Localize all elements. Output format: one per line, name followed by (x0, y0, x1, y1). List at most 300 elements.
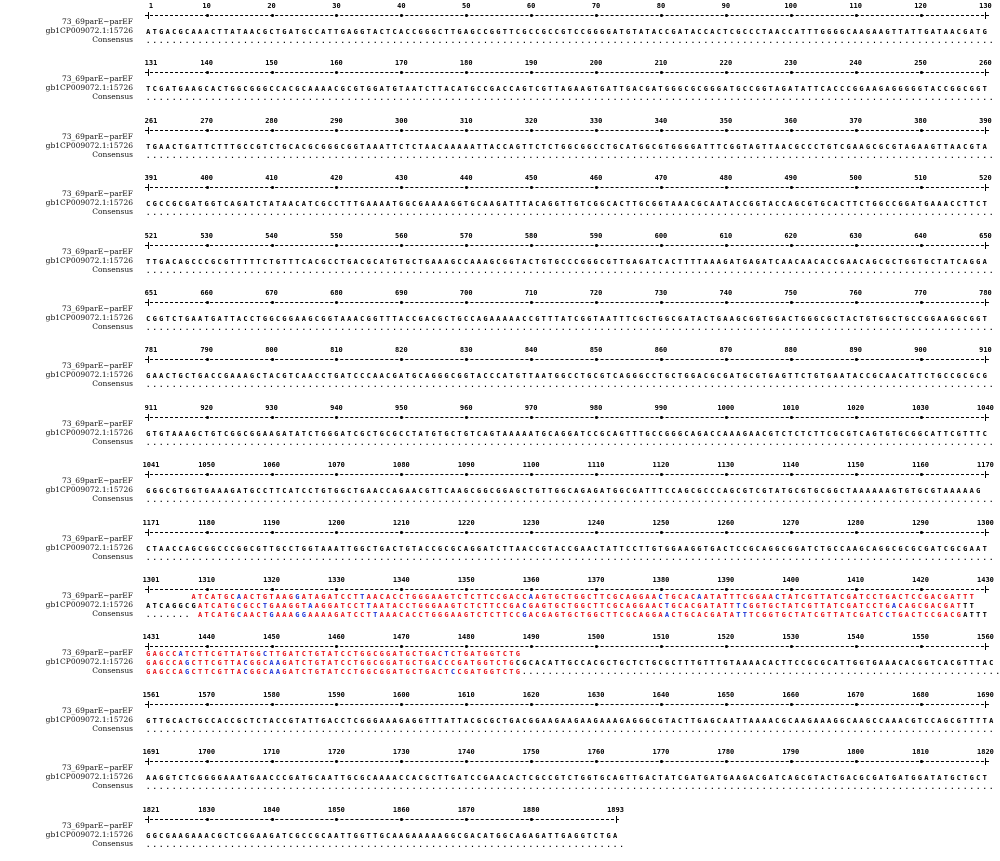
ruler-number: 1480 (457, 633, 475, 642)
consensus-row: . . . . . . . . . . . . . . . . . . . . . . . . . . . . . . . . . . . . . . . . . . . . . . . . . . . . . . . . . . . . . . . . . . . . . . . . . . . . . . . . . . . . . . . . . . . . . . . . . . . . . . . . . . . . . . . . . . . . . . . . . . . . . . . . . . . (146, 496, 994, 505)
ruler-tick (465, 71, 468, 74)
ruler-tick (400, 531, 403, 534)
ruler-tick (335, 301, 338, 304)
sequence-name[interactable]: gb1CP009072.1:15726 (45, 772, 133, 782)
ruler-number: 310 (459, 116, 473, 125)
ruler-tick (465, 703, 468, 706)
ruler-tick (335, 473, 338, 476)
ruler-tick (595, 244, 598, 247)
sequence-name[interactable]: gb1CP009072.1:15726 (45, 485, 133, 495)
ruler-tick (595, 588, 598, 591)
sequence-name[interactable]: 73_69parE~parEF (62, 418, 133, 428)
ruler-tick (148, 471, 149, 478)
sequence-name[interactable]: 73_69parE~parEF (62, 189, 133, 199)
sequence-name[interactable]: 73_69parE~parEF (62, 763, 133, 773)
ruler-tick (985, 12, 986, 19)
ruler-tick (985, 299, 986, 306)
ruler-number: 660 (200, 289, 213, 297)
ruler-number: 1070 (328, 461, 345, 470)
ruler-tick (790, 760, 793, 763)
ruler-tick (985, 758, 986, 765)
ruler-tick (725, 14, 728, 17)
ruler-tick (790, 301, 793, 304)
ruler-number: 1620 (522, 690, 540, 699)
ruler-tick (148, 586, 149, 593)
ruler-tick (855, 358, 858, 361)
ruler-number: 720 (589, 289, 603, 297)
sequence-name[interactable]: 73_69parE~parEF (62, 361, 133, 371)
ruler-tick (400, 416, 403, 419)
ruler-tick (271, 14, 274, 17)
sequence-name[interactable]: gb1CP009072.1:15726 (45, 542, 133, 552)
ruler-number: 1040 (977, 403, 994, 412)
alignment-block (0, 519, 1000, 574)
ruler-number: 1370 (587, 576, 605, 584)
ruler-number: 700 (459, 289, 473, 297)
alignment-block (0, 59, 1000, 114)
ruler-number: 1190 (263, 518, 280, 527)
ruler-tick (465, 760, 468, 763)
ruler-number: 400 (200, 174, 213, 183)
ruler-number: 1500 (587, 633, 605, 642)
ruler-tick (855, 416, 858, 419)
ruler-number: 781 (144, 346, 158, 355)
sequence-row: A A G G T C T C G G G G A A A T G A A C C C G A T G C A A T T G C G C A A A A C C A C G C T T G A T C C G A A C A C T C G C C G T C T G G T G C A G T T G A C T A T C G A T G A T G A A G A C G A T C A G C G T A C T G A C G C G A T G A T G G A T A T G C T G C T (146, 774, 987, 783)
ruler-number: 20 (267, 2, 276, 10)
ruler-number: 360 (784, 116, 798, 125)
ruler-tick (920, 129, 923, 132)
ruler-tick (985, 69, 986, 76)
ruler-number: 1140 (782, 461, 800, 470)
ruler-tick (530, 358, 533, 361)
sequence-row: T C G A T G A A G C A C T G G C G G G C C A C G C A A A A C G C G T G G A T G T A A T C T T A C A T G C C G A C C A G T C G T T A G A A G T G A T T G A C G A T G G G C G C G G G A T G C C G G T A G A T A T T C A C C C G G A A G A G G G G G T A C C G G C G G T (146, 85, 987, 94)
ruler-number: 120 (914, 2, 927, 10)
ruler-number: 110 (849, 2, 862, 10)
consensus-label[interactable]: Consensus (92, 781, 133, 791)
ruler-tick (271, 818, 274, 821)
ruler-number: 240 (849, 59, 862, 68)
ruler-number: 1690 (977, 690, 994, 699)
ruler-number: 1000 (717, 403, 735, 412)
ruler-tick (790, 14, 793, 17)
sequence-name[interactable]: 73_69parE~parEF (62, 705, 133, 715)
ruler-number: 1160 (912, 461, 929, 470)
ruler-tick (725, 186, 728, 189)
ruler-number: 1680 (912, 690, 929, 699)
ruler-line (145, 586, 989, 592)
ruler-tick (465, 588, 468, 591)
ruler-tick (790, 358, 793, 361)
ruler-tick (725, 129, 728, 132)
sequence-name[interactable]: 73_69parE~parEF (62, 533, 133, 543)
ruler-tick (271, 358, 274, 361)
sequence-row: T T G A C A G C C C G C G T T T T T C T G T T T C A C G C C T G A C G C A T G T G C T G A A A G C C A A A G C G G T A C T G T G C C C G G G C G T T G A G A T C A C T T T T A A A G A T G A G A T C A A C A A C A C C G A A C A G C G C T G G T G C T A T C A G G A (146, 257, 987, 266)
ruler-number: 1060 (263, 461, 280, 470)
ruler-tick (790, 129, 793, 132)
ruler-number: 450 (524, 174, 538, 183)
ruler-number: 1431 (142, 633, 160, 642)
ruler-tick (206, 416, 209, 419)
ruler-tick (530, 760, 533, 763)
consensus-label[interactable]: Consensus (92, 838, 133, 848)
ruler-tick (400, 71, 403, 74)
ruler-tick (985, 127, 986, 134)
ruler-number: 620 (784, 231, 798, 240)
ruler-number: 1520 (717, 633, 735, 642)
ruler-number: 1400 (782, 576, 800, 584)
ruler-tick (465, 818, 468, 821)
ruler-tick (985, 643, 986, 650)
ruler-tick (335, 818, 338, 821)
consensus-row: . . . . . . . . . . . . . . . . . . . . . . . . . . . . . . . . . . . . . . . . . . . . . . . . . . . . . . . . . . . . . . . . . . . . . . . . . . . . . . . . . . . . . . . . . . . . . . . . . . . . . . . . . . . . . . . . . . . . . . . . . . . . . . . . . . . (146, 37, 994, 45)
ruler-tick (725, 301, 728, 304)
ruler-tick (660, 71, 663, 74)
ruler-number: 1700 (198, 748, 216, 757)
position-ruler (145, 346, 990, 356)
ruler-number: 1893 (607, 805, 624, 814)
ruler-tick (206, 244, 209, 247)
ruler-tick (271, 416, 274, 419)
ruler-number: 1300 (977, 518, 994, 527)
ruler-line (145, 356, 989, 362)
ruler-number: 1780 (717, 748, 735, 757)
ruler-number: 820 (395, 346, 408, 355)
ruler-number: 1750 (522, 748, 540, 757)
ruler-tick (660, 416, 663, 419)
ruler-tick (335, 358, 338, 361)
ruler-tick (148, 299, 149, 306)
consensus-label[interactable]: Consensus (92, 35, 133, 44)
ruler-number: 830 (459, 346, 473, 355)
consensus-row: . . . . . . . . . . . . . . . . . . . . . . . . . . . . . . . . . . . . . . . . . . . . . . . . . . . . . . . . . . . . . . . . . . . . . . . . . . . . . . . . . . . . . . . . . . . . . . . . . . . . . . . . . . . . . . . . . . . . . . . . . . . . . . . . . . . (146, 783, 994, 792)
ruler-tick (530, 703, 533, 706)
consensus-label[interactable]: Consensus (92, 436, 133, 446)
sequence-name[interactable]: 73_69parE~parEF (62, 131, 133, 141)
ruler-number: 391 (144, 174, 158, 183)
ruler-number: 1440 (198, 633, 216, 642)
ruler-tick (660, 588, 663, 591)
alignment-block (0, 633, 1000, 688)
ruler-tick (920, 14, 923, 17)
position-ruler (142, 518, 994, 529)
position-ruler (142, 805, 990, 816)
ruler-number: 730 (654, 289, 668, 297)
ruler-number: 500 (849, 174, 862, 183)
ruler-number: 1830 (198, 805, 216, 814)
ruler-number: 1840 (263, 805, 280, 814)
ruler-number: 90 (721, 2, 731, 10)
sequence-name[interactable]: gb1CP009072.1:15726 (45, 829, 133, 839)
sequence-name[interactable]: gb1CP009072.1:15726 (45, 714, 133, 724)
ruler-line (145, 184, 989, 190)
ruler-number: 1560 (977, 633, 994, 642)
sequence-name[interactable]: gb1CP009072.1:15726 (45, 600, 133, 609)
ruler-tick (206, 703, 209, 706)
sequence-name[interactable]: 73_69parE~parEF (62, 648, 133, 658)
ruler-number: 10 (202, 2, 211, 10)
ruler-tick (920, 703, 923, 706)
ruler-number: 410 (265, 174, 278, 183)
ruler-number: 160 (330, 59, 343, 68)
position-ruler (145, 59, 990, 69)
ruler-number: 1170 (977, 461, 994, 470)
ruler-number: 920 (200, 403, 213, 412)
ruler-tick (920, 531, 923, 534)
ruler-tick (725, 760, 728, 763)
ruler-tick (400, 473, 403, 476)
ruler-number: 210 (654, 59, 668, 68)
ruler-number: 330 (589, 116, 603, 125)
alignment-block (0, 691, 1000, 746)
ruler-number: 1340 (392, 576, 410, 584)
sequence-row: G A A C T G C T G A C C G A A A G C T A C G T C A A C C T G A T C C C A A C G A T G C A G G G C G G T A C C C A T G T T A A T G G C C T G C G T C A G G G C C T G C T G G A C G C G A T G C G T G A G T T C T G T G A A T A C C G C A A C A T T C T G C C G C G C G (146, 372, 987, 381)
ruler-number: 1090 (457, 461, 475, 470)
ruler-tick (595, 358, 598, 361)
consensus-label[interactable]: Consensus (92, 149, 133, 159)
ruler-tick (855, 760, 858, 763)
ruler-tick (148, 184, 149, 191)
sequence-name[interactable]: gb1CP009072.1:15726 (45, 313, 133, 322)
ruler-number: 1810 (912, 748, 929, 757)
ruler-tick (595, 473, 598, 476)
consensus-label[interactable]: Consensus (92, 723, 133, 733)
consensus-label[interactable]: Consensus (92, 379, 133, 389)
sequence-name[interactable]: gb1CP009072.1:15726 (45, 657, 133, 667)
ruler-number: 1200 (328, 518, 345, 527)
ruler-number: 690 (395, 289, 408, 297)
ruler-number: 340 (654, 116, 668, 125)
ruler-tick (660, 358, 663, 361)
ruler-number: 30 (332, 2, 341, 10)
sequence-name[interactable]: 73_69parE~parEF (62, 591, 133, 600)
ruler-tick (148, 758, 149, 765)
ruler-line (145, 242, 989, 248)
alignment-block (0, 806, 1000, 861)
ruler-number: 1850 (328, 805, 345, 814)
consensus-row: . . . . . . . A T C A T G C A A C T G A A A G G A A A A G A T C C T T A A A C A C C T G G G A A G T C T C T T C C G A C G A G T G C T G G C T T C G C A G G A A C T G C A C G A T A T T T C G G T G C T A T C G T T A T C G A T C C T G A C T C C G A C G A T T T (146, 611, 987, 619)
ruler-number: 480 (719, 174, 733, 183)
ruler-number: 1470 (392, 633, 410, 642)
ruler-tick (465, 244, 468, 247)
position-ruler (142, 748, 994, 758)
ruler-number: 850 (589, 346, 603, 355)
consensus-label[interactable]: Consensus (92, 264, 133, 274)
ruler-number: 1420 (912, 576, 929, 584)
ruler-number: 460 (589, 174, 603, 183)
ruler-tick (148, 242, 149, 249)
ruler-number: 250 (914, 59, 927, 68)
ruler-number: 1510 (652, 633, 670, 642)
ruler-number: 1380 (652, 576, 670, 584)
ruler-tick (985, 529, 986, 536)
ruler-tick (148, 356, 149, 363)
ruler-number: 100 (784, 2, 798, 10)
consensus-label[interactable]: Consensus (92, 207, 133, 217)
ruler-number: 1720 (328, 748, 345, 757)
ruler-number: 640 (914, 231, 927, 240)
ruler-line (145, 12, 989, 18)
ruler-tick (400, 244, 403, 247)
sequence-row: C G G T C T G A A T G A T T A C C T G G C G G A A G C G G T A A A C G G T T T A C C G A C G C T G C C A G A A A A A C C G T T T A T C G G T A A T T T C G C T G G C G A T A C T G A A G C G G T G G A C T G G G C G C T A C T G T G G C T G C C G G A A G G C G G T (146, 315, 987, 323)
sequence-name[interactable]: gb1CP009072.1:15726 (45, 255, 133, 265)
sequence-name[interactable]: 73_69parE~parEF (62, 17, 133, 26)
sequence-row: G A G C C A T C T T C G T T A T G G C T T G A T C T G T A T C C T G G C G G A T G C T G A C T C T G A T G G T C T G (146, 650, 520, 659)
consensus-label[interactable]: Consensus (92, 666, 133, 676)
ruler-tick (725, 244, 728, 247)
position-ruler (144, 403, 994, 414)
ruler-tick (148, 816, 149, 823)
sequence-row: T G A A C T G A T T C T T T G C C G T C T G C A C G C G G G C G G T A A A T T C T C T A A C A A A A A T T A C C A G T T C T C T G G C G G C C T G C A T G G C G T G G G G A T T T C G G T A G T T A A C G C C C T G T C G A A G C G C G T A G A A G T T A A C G T A (146, 142, 987, 151)
sequence-name[interactable]: gb1CP009072.1:15726 (45, 370, 133, 380)
ruler-number: 1660 (782, 690, 800, 699)
ruler-tick (206, 71, 209, 74)
ruler-number: 1670 (847, 690, 865, 699)
ruler-number: 1790 (782, 748, 800, 757)
ruler-number: 290 (330, 116, 343, 125)
ruler-tick (465, 129, 468, 132)
ruler-number: 570 (459, 231, 473, 240)
ruler-tick (790, 416, 793, 419)
ruler-tick (530, 818, 533, 821)
ruler-line (145, 643, 989, 649)
ruler-tick (920, 760, 923, 763)
ruler-number: 1730 (392, 748, 410, 757)
consensus-label[interactable]: Consensus (92, 322, 133, 331)
ruler-number: 1460 (328, 633, 345, 642)
position-ruler (142, 690, 994, 701)
ruler-tick (855, 186, 858, 189)
ruler-tick (271, 71, 274, 74)
ruler-number: 980 (589, 403, 603, 412)
ruler-number: 1691 (142, 748, 160, 757)
ruler-number: 800 (265, 346, 278, 355)
consensus-row: . . . . . . . . . . . . . . . . . . . . . . . . . . . . . . . . . . . . . . . . . . . . . . . . . . . . . . . . . . . . . . . . . . . . . . . . . . . . . . . . . . . . . . . . . . . . . . . . . . . . . . . . . . . . . . . . . . . . . . . . . . . . . . . . . . . (146, 151, 994, 160)
ruler-number: 1210 (392, 518, 410, 527)
ruler-number: 1640 (652, 690, 670, 699)
sequence-name[interactable]: 73_69parE~parEF (62, 476, 133, 486)
ruler-tick (790, 473, 793, 476)
ruler-tick (790, 531, 793, 534)
ruler-number: 651 (144, 289, 158, 297)
ruler-tick (206, 473, 209, 476)
sequence-name[interactable]: gb1CP009072.1:15726 (45, 140, 133, 150)
ruler-number: 320 (524, 116, 538, 125)
ruler-tick (920, 645, 923, 648)
ruler-number: 1880 (522, 805, 540, 814)
consensus-row: G A G C C A G C T T C G T T A C G G C A A G A T C T G T A T C C T G G C G G A T G C T G A C T C C G A T G G T C T G . . . . . . . . . . . . . . . . . . . . . . . . . . . . . . . . . . . . . . . . . . . . . . . . . . . . . . . . . . . . . . . . . . . . . . . . . . (146, 668, 1000, 677)
ruler-tick (855, 531, 858, 534)
consensus-label[interactable]: Consensus (92, 494, 133, 504)
ruler-tick (465, 416, 468, 419)
ruler-number: 1130 (717, 461, 735, 470)
ruler-number: 261 (144, 116, 158, 125)
position-ruler (145, 117, 990, 127)
ruler-number: 940 (330, 403, 343, 412)
ruler-tick (206, 531, 209, 534)
consensus-label[interactable]: Consensus (92, 609, 133, 618)
ruler-tick (660, 186, 663, 189)
ruler-number: 270 (200, 116, 213, 125)
ruler-number: 1360 (522, 576, 540, 584)
ruler-number: 260 (979, 59, 992, 68)
ruler-number: 650 (979, 231, 992, 240)
ruler-number: 1820 (977, 748, 994, 757)
ruler-number: 1120 (652, 461, 670, 470)
ruler-number: 780 (979, 289, 992, 297)
ruler-number: 280 (265, 116, 278, 125)
ruler-line (145, 758, 989, 764)
ruler-number: 1150 (847, 461, 865, 470)
sequence-name[interactable]: 73_69parE~parEF (62, 304, 133, 313)
ruler-number: 430 (395, 174, 408, 183)
consensus-row: . . . . . . . . . . . . . . . . . . . . . . . . . . . . . . . . . . . . . . . . . . . . . . . . . . . . . . . . . . . . . . . . . . . . . . . . . . (146, 840, 624, 849)
position-ruler (145, 289, 990, 299)
ruler-number: 550 (330, 231, 343, 240)
ruler-number: 1041 (142, 461, 160, 470)
ruler-tick (725, 531, 728, 534)
ruler-number: 911 (144, 403, 158, 412)
ruler-tick (465, 301, 468, 304)
ruler-tick (595, 301, 598, 304)
sequence-name[interactable]: gb1CP009072.1:15726 (45, 198, 133, 208)
ruler-number: 1800 (847, 748, 865, 757)
ruler-number: 1410 (847, 576, 865, 584)
ruler-tick (530, 473, 533, 476)
ruler-number: 200 (589, 59, 603, 68)
sequence-row: G T T G C A C T G C C A C C G C T C T A C C G T A T T G A C C T C G G G A A A G A G G T T T A T T A C G C G C T G A C G G A A G A A G A A G A A A G A G G G C G T A C T T G A G C A A T T A A A A C G C A A G A A A G G C A A G C C A A A C G T C C A G C G T T T T A (146, 716, 994, 725)
ruler-number: 300 (395, 116, 408, 125)
ruler-number: 950 (395, 403, 408, 412)
sequence-name[interactable]: 73_69parE~parEF (62, 246, 133, 256)
sequence-name[interactable]: gb1CP009072.1:15726 (45, 427, 133, 437)
ruler-tick (335, 645, 338, 648)
ruler-number: 540 (265, 231, 278, 240)
sequence-name[interactable]: 73_69parE~parEF (62, 820, 133, 830)
ruler-tick (400, 14, 403, 17)
ruler-number: 1 (148, 2, 154, 10)
consensus-label[interactable]: Consensus (92, 551, 133, 561)
ruler-tick (660, 473, 663, 476)
sequence-name[interactable]: gb1CP009072.1:15726 (45, 83, 133, 93)
ruler-tick (660, 129, 663, 132)
consensus-row: . . . . . . . . . . . . . . . . . . . . . . . . . . . . . . . . . . . . . . . . . . . . . . . . . . . . . . . . . . . . . . . . . . . . . . . . . . . . . . . . . . . . . . . . . . . . . . . . . . . . . . . . . . . . . . . . . . . . . . . . . . . . . . . . . . . (146, 209, 994, 218)
ruler-line (145, 529, 989, 535)
ruler-tick (400, 186, 403, 189)
ruler-number: 520 (979, 174, 992, 183)
ruler-number: 1580 (263, 690, 280, 699)
ruler-tick (855, 14, 858, 17)
ruler-tick (855, 244, 858, 247)
ruler-tick (855, 71, 858, 74)
ruler-tick (271, 473, 274, 476)
consensus-row: . . . . . . . . . . . . . . . . . . . . . . . . . . . . . . . . . . . . . . . . . . . . . . . . . . . . . . . . . . . . . . . . . . . . . . . . . . . . . . . . . . . . . . . . . . . . . . . . . . . . . . . . . . . . . . . . . . . . . . . . . . . . . . . . . . . (146, 266, 994, 275)
consensus-label[interactable]: Consensus (92, 92, 133, 102)
sequence-name[interactable]: 73_69parE~parEF (62, 74, 133, 84)
alignment-block (0, 232, 1000, 287)
ruler-tick (616, 816, 617, 823)
ruler-line (145, 127, 989, 133)
sequence-row: G T G T A A A G C T G T C G G C G G A A G A T A T C T G G G A T C G C T G C G C C T A T G T G C T G T C A G T A A A A A T G C A G G A T C C G C A G T T T G C C G G G C A G A C C A A A G A A C G T C T C T C T T C G C G T C A G T G T G C G G C A T T C G T T T C (146, 429, 987, 438)
ruler-number: 680 (330, 289, 343, 297)
ruler-tick (660, 301, 663, 304)
sequence-row: A T G A C G C A A A C T T A T A A C G C T G A T G C C A T T G A G G T A C T C A C C G G G C T T G A G C C G G T T C G C C G C C G T C C G G G G A T G T A T A C C G A T A C C A C T C G C C C T A A C C A T T T G G G G C A A G A A G T T A T T G A T A A C G A T G (146, 28, 987, 36)
ruler-number: 1350 (457, 576, 475, 584)
sequence-name[interactable]: gb1CP009072.1:15726 (45, 26, 133, 35)
ruler-tick (400, 358, 403, 361)
ruler-tick (271, 244, 274, 247)
ruler-number: 190 (524, 59, 538, 68)
ruler-tick (530, 301, 533, 304)
